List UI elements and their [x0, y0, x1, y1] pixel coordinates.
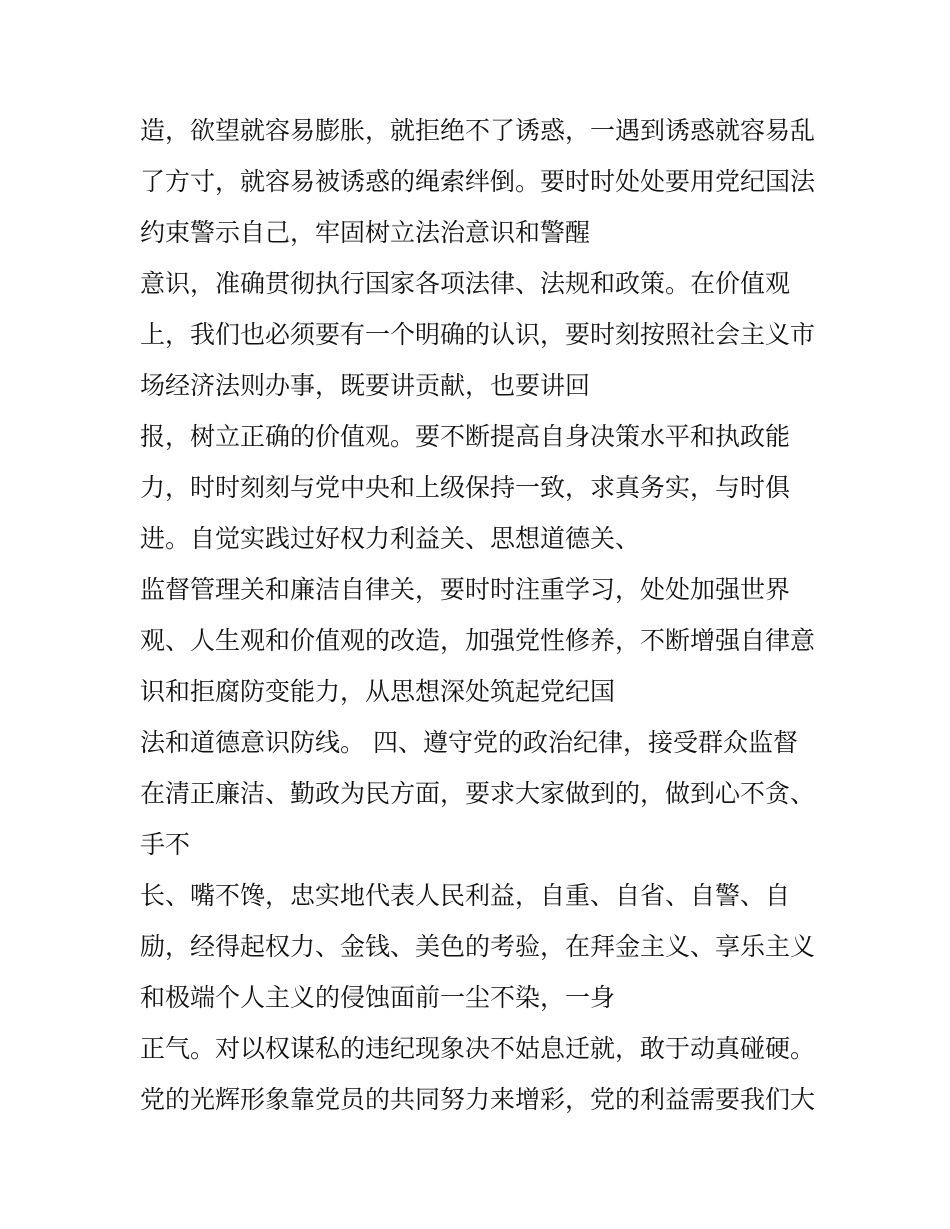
text-line: 和极端个人主义的侵蚀面前一尘不染，一身: [140, 983, 616, 1012]
text-line: 场经济法则办事，既要讲贡献，也要讲回: [140, 371, 591, 400]
text-line: 长、嘴不馋，忠实地代表人民利益，自重、自省、自警、自: [140, 881, 791, 910]
text-line: 意识，准确贯彻执行国家各项法律、法规和政策。在价值观: [140, 269, 791, 298]
text-line: 正气。对以权谋私的违纪现象决不姑息迁就，敢于动真碰硬。: [140, 1034, 816, 1063]
text-line: 观、人生观和价值观的改造，加强党性修养，不断增强自律意: [140, 626, 816, 655]
text-line: 约束警示自己，牢固树立法治意识和警醒: [140, 218, 591, 247]
text-line: 党的光辉形象靠党员的共同努力来增彩，党的利益需要我们大: [140, 1085, 816, 1114]
text-line: 报，树立正确的价值观。要不断提高自身决策水平和执政能: [140, 422, 791, 451]
text-line: 监督管理关和廉洁自律关，要时时注重学习，处处加强世界: [140, 575, 791, 604]
text-line: 识和拒腐防变能力，从思想深处筑起党纪国: [140, 677, 616, 706]
body-text: [140, 105, 830, 1125]
text-line: 手不: [140, 830, 191, 859]
text-line: 进。自觉实践过好权力利益关、思想道德关、: [140, 524, 641, 553]
text-line: 法和道德意识防线。 四、遵守党的政治纪律，接受群众监督: [140, 728, 798, 757]
text-line: 上，我们也必须要有一个明确的认识，要时刻按照社会主义市: [140, 320, 816, 349]
text-line: 在清正廉洁、勤政为民方面，要求大家做到的，做到心不贪、: [140, 779, 816, 808]
text-line: 励，经得起权力、金钱、美色的考验，在拜金主义、享乐主义: [140, 932, 816, 961]
text-line: 力，时时刻刻与党中央和上级保持一致，求真务实，与时俱: [140, 473, 791, 502]
text-line: 造，欲望就容易膨胀，就拒绝不了诱惑，一遇到诱惑就容易乱: [140, 116, 816, 145]
text-line: 了方寸，就容易被诱惑的绳索绊倒。要时时处处要用党纪国法: [140, 167, 816, 196]
